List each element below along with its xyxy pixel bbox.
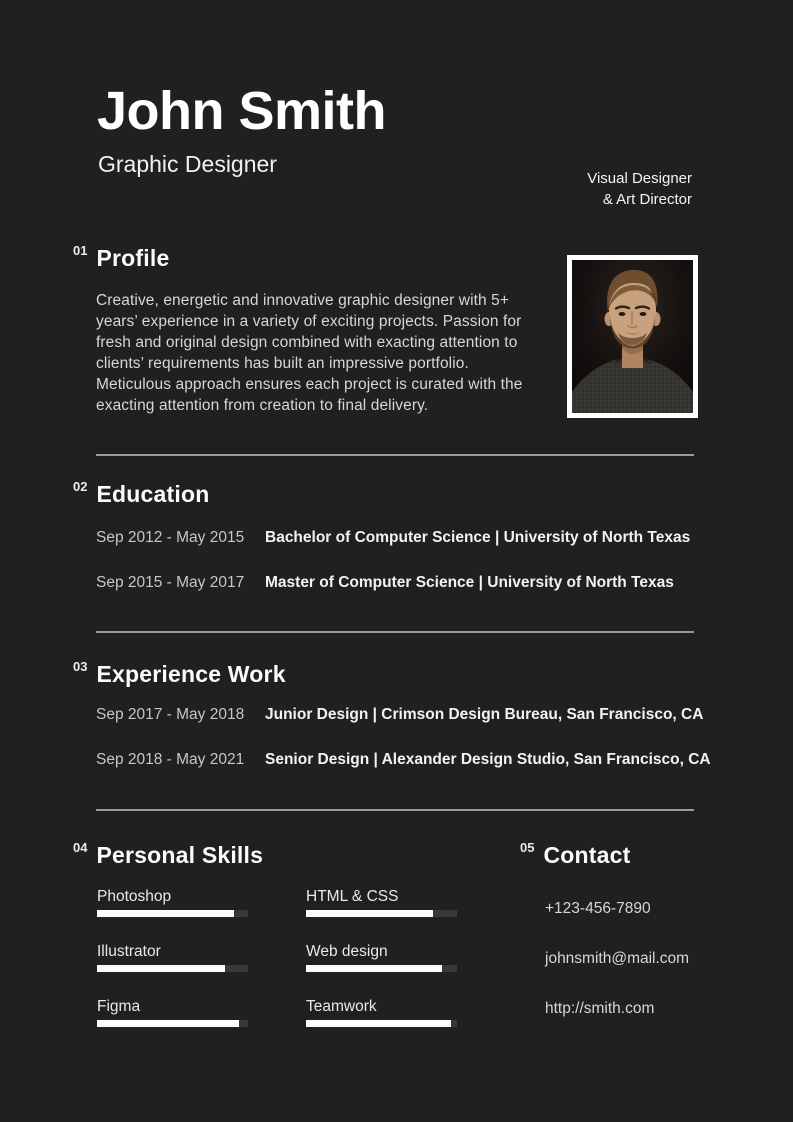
skill-item bbox=[306, 996, 457, 1027]
section-title: Profile bbox=[96, 245, 170, 271]
skill-bar-fill bbox=[97, 910, 234, 917]
skill-label: Teamwork bbox=[306, 998, 377, 1015]
skill-bar-track bbox=[306, 1020, 457, 1027]
section-heading-experience bbox=[73, 659, 286, 688]
section-title: Personal Skills bbox=[96, 842, 264, 868]
section-number: 02 bbox=[73, 479, 88, 494]
skill-bar-fill bbox=[97, 965, 225, 972]
experience-row bbox=[96, 706, 704, 724]
divider bbox=[96, 631, 694, 633]
education-degree: Bachelor of Computer Science | University of North Texas bbox=[265, 529, 691, 546]
section-heading-education bbox=[73, 479, 209, 508]
divider bbox=[96, 809, 694, 811]
experience-row bbox=[96, 751, 711, 769]
skill-label: Illustrator bbox=[97, 943, 161, 960]
skill-label: Figma bbox=[97, 998, 141, 1015]
section-number: 01 bbox=[73, 243, 88, 258]
experience-position: Junior Design | Crimson Design Bureau, San Francisco, CA bbox=[265, 706, 704, 723]
section-heading-skills bbox=[73, 840, 263, 869]
contact-phone: +123-456-7890 bbox=[545, 900, 651, 917]
skill-bar-fill bbox=[306, 1020, 451, 1027]
skills-column-right bbox=[306, 886, 457, 1027]
experience-position: Senior Design | Alexander Design Studio, San Francisco, CA bbox=[265, 751, 711, 768]
skill-item bbox=[306, 941, 457, 972]
section-number: 04 bbox=[73, 840, 88, 855]
contact-website[interactable]: http://smith.com bbox=[545, 1000, 655, 1017]
tagline-line-1: Visual Designer bbox=[587, 170, 692, 187]
skill-item bbox=[306, 886, 457, 917]
section-title: Education bbox=[96, 481, 210, 507]
skill-item bbox=[97, 941, 248, 972]
job-title: Graphic Designer bbox=[98, 151, 277, 177]
experience-list bbox=[96, 706, 711, 769]
skills-column-left bbox=[97, 886, 248, 1027]
skill-label: Photoshop bbox=[97, 888, 172, 905]
person-name: John Smith bbox=[97, 81, 386, 141]
skill-bar-track bbox=[306, 965, 457, 972]
profile-photo bbox=[567, 255, 698, 418]
education-row bbox=[96, 529, 696, 547]
skill-item bbox=[97, 886, 248, 917]
tagline bbox=[587, 168, 692, 210]
section-title: Experience Work bbox=[96, 661, 286, 687]
contact-list bbox=[545, 898, 689, 1019]
education-dates: Sep 2015 - May 2017 bbox=[96, 574, 245, 591]
experience-dates: Sep 2017 - May 2018 bbox=[96, 706, 245, 723]
skill-bar-fill bbox=[306, 910, 433, 917]
section-title: Contact bbox=[543, 842, 631, 868]
contact-email[interactable]: johnsmith@mail.com bbox=[545, 950, 690, 967]
education-row bbox=[96, 574, 696, 592]
profile-summary: Creative, energetic and innovative graphic designer with 5+ years’ experience in a variety of exciting projects. Passion for fresh and original design combined with exacting attention to clients’ requirements has built an impressive portfolio. Meticulous approach ensures each project is curated with the exacting attention from creation to final delivery. bbox=[96, 292, 523, 414]
skill-bar-fill bbox=[306, 965, 442, 972]
skill-bar-fill bbox=[97, 1020, 239, 1027]
skill-label: Web design bbox=[306, 943, 388, 960]
education-degree: Master of Computer Science | University of North Texas bbox=[265, 574, 674, 591]
skill-bar-track bbox=[97, 1020, 248, 1027]
experience-dates: Sep 2018 - May 2021 bbox=[96, 751, 245, 768]
skill-bar-track bbox=[97, 910, 248, 917]
skill-bar-track bbox=[97, 965, 248, 972]
education-list bbox=[96, 529, 696, 592]
skill-bar-track bbox=[306, 910, 457, 917]
section-heading-profile bbox=[73, 243, 169, 272]
education-dates: Sep 2012 - May 2015 bbox=[96, 529, 245, 546]
tagline-line-2: & Art Director bbox=[602, 191, 692, 208]
divider bbox=[96, 454, 694, 456]
skill-item bbox=[97, 996, 248, 1027]
section-number: 05 bbox=[520, 840, 535, 855]
section-number: 03 bbox=[73, 659, 88, 674]
skill-label: HTML & CSS bbox=[306, 888, 399, 905]
section-heading-contact bbox=[520, 840, 630, 869]
portrait-illustration bbox=[572, 260, 693, 413]
